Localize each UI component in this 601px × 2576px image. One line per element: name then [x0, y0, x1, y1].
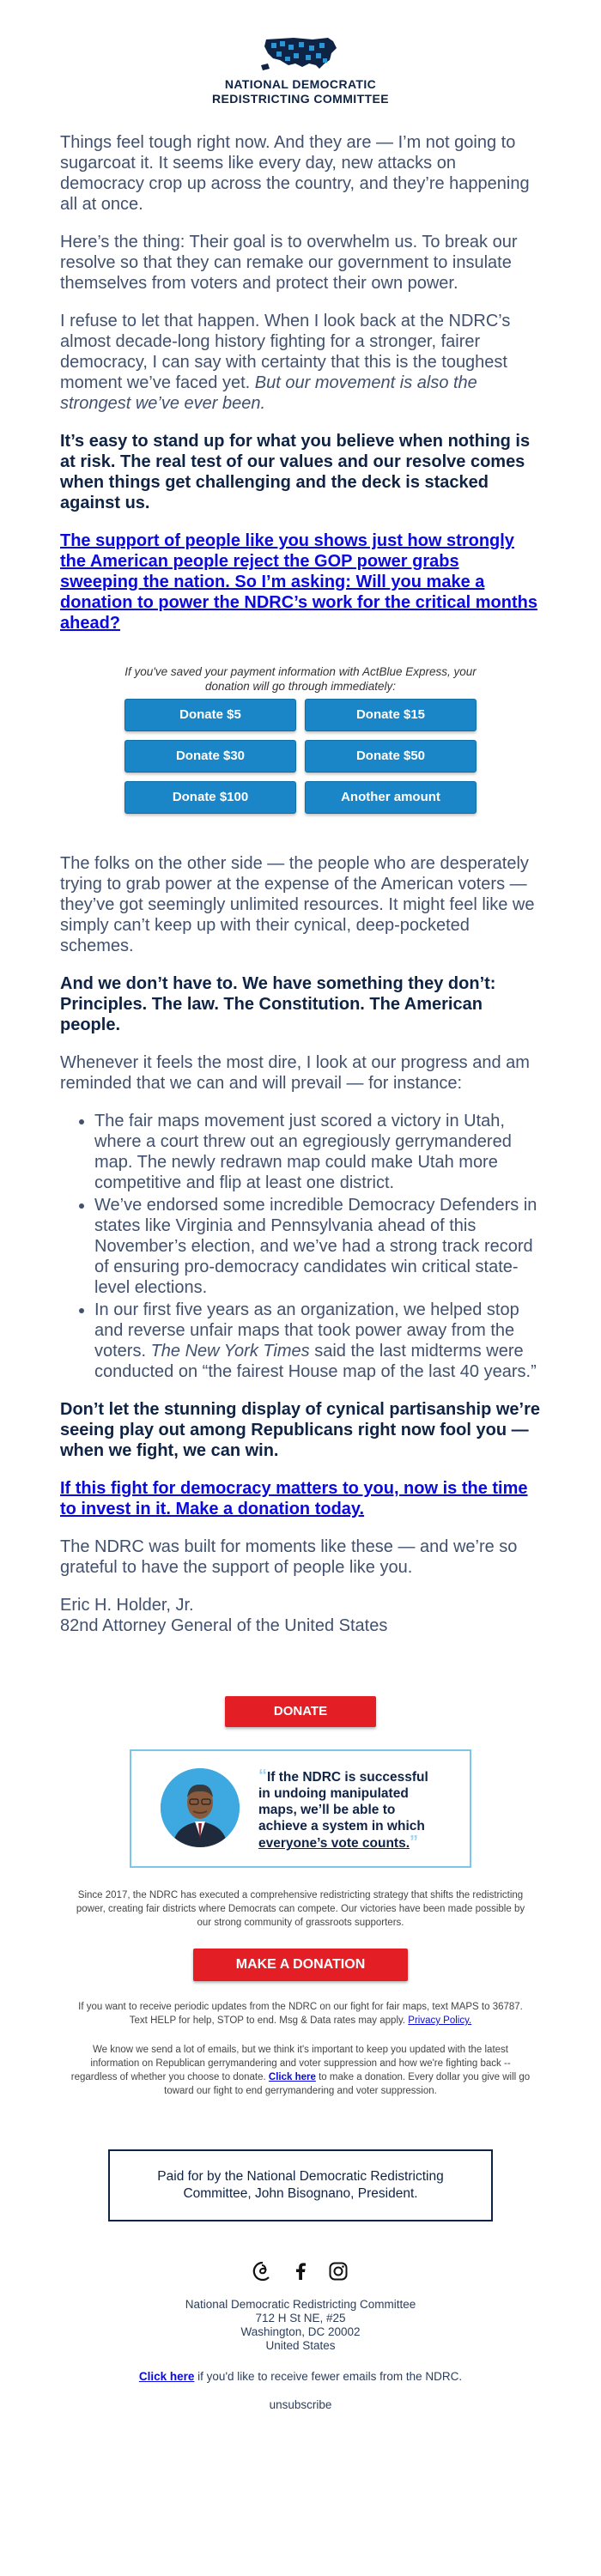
address-line: Washington, DC 20002 — [240, 2325, 361, 2338]
fewer-emails-note — [0, 2370, 601, 2383]
instagram-icon[interactable] — [328, 2261, 349, 2286]
actblue-donate-box — [0, 664, 601, 814]
paragraph-8: Whenever it feels the most dire, I look at our progress and am reminded that we can and will prevail — for instance: — [60, 1053, 530, 1093]
donate-30-button[interactable]: Donate $30 — [124, 740, 296, 773]
list-item: • We’ve endorsed some incredible Democracy Defenders in states like Virginia and Pennsylvania ahead of this November’s election, and we’ve had a strong track record of ensuring pro-democracy candidates win critical state-level elections. — [94, 1195, 541, 1298]
nyt-italic: The New York Times — [150, 1342, 310, 1361]
paid-for-wrap — [0, 2149, 601, 2221]
privacy-policy-link[interactable]: Privacy Policy. — [408, 2015, 472, 2026]
address-line: United States — [265, 2339, 336, 2352]
donate-cta-wrap — [0, 1696, 601, 1727]
since-2017-text: Since 2017, the NDRC has executed a comprehensive redistricting strategy that shifts the redistricting power, creating fair districts where Democrats can compete. Our victories have been made possible by our strong community of grassroots supporters. — [76, 1890, 525, 1928]
paid-for-box: Paid for by the National Democratic Redistricting Committee, John Bisognano, President. — [108, 2149, 493, 2221]
signature-name: Eric H. Holder, Jr. — [60, 1596, 194, 1615]
quote-underlined: everyone’s vote counts. — [258, 1836, 410, 1851]
make-a-donation-button[interactable]: MAKE A DONATION — [193, 1949, 408, 1981]
paragraph-2: Here’s the thing: Their goal is to overwhelm us. To break our resolve so that they can remake our government to insulate themselves from voters and protect their own power. — [60, 233, 518, 293]
address-line: National Democratic Redistricting Committee — [185, 2298, 416, 2311]
email-note-text-2: to make a donation. Every dollar you give will go toward our fight to end gerrymandering and voter suppression. — [164, 2072, 531, 2096]
mailing-address — [0, 2298, 601, 2353]
unsubscribe-link[interactable]: unsubscribe — [269, 2398, 332, 2411]
quote-text: If the NDRC is successful in undoing manipulated maps, we’ll be able to achieve a system in which — [258, 1770, 428, 1834]
list-item-text: In our first five years as an organization, we helped stop and reverse unfair maps that took power away from the voters. — [94, 1300, 519, 1361]
email-frequency-note — [69, 2043, 532, 2098]
paragraph-1: Things feel tough right now. And they are — I’m not going to sugarcoat it. It seems like every day, new attacks on democracy crop up across the country, and they’re happening all at once. — [60, 133, 530, 214]
threads-icon[interactable] — [252, 2261, 273, 2286]
facebook-icon[interactable] — [290, 2261, 311, 2286]
email-note-text: We know we send a lot of emails, but we think it's important to keep you updated with the latest information on Republican gerrymandering and voter suppression and how we're fighting back -- regardless of whether you choose to donate. — [70, 2045, 511, 2082]
email-body — [0, 132, 601, 633]
email-body-continued — [0, 853, 601, 1636]
click-here-donate-link[interactable]: Click here — [268, 2072, 316, 2082]
donate-15-button[interactable]: Donate $15 — [305, 699, 477, 731]
ndrc-logo-map-icon — [259, 34, 342, 72]
close-quote-icon: ” — [410, 1833, 419, 1852]
progress-list — [60, 1111, 541, 1382]
holder-quote — [258, 1768, 439, 1852]
donate-5-button[interactable]: Donate $5 — [124, 699, 296, 731]
fewer-emails-link[interactable]: Click here — [138, 2370, 195, 2383]
fewer-emails-text: if you'd like to receive fewer emails from the NDRC. — [194, 2370, 463, 2383]
sms-text: If you want to receive periodic updates from the NDRC on our fight for fair maps, text MAPS to 36787. Text HELP for help, STOP to end. Msg & Data rates may apply. — [78, 2002, 523, 2026]
paragraph-3 — [60, 311, 541, 414]
signature-title: 82nd Attorney General of the United States — [60, 1616, 388, 1635]
avatar — [161, 1768, 240, 1847]
list-item: • The fair maps movement just scored a victory in Utah, where a court threw out an egregiously gerrymandered map. The newly redrawn map could make Utah more competitive and flip at least one district. — [94, 1111, 541, 1193]
donate-button-grid — [0, 699, 601, 814]
org-name-line1: NATIONAL DEMOCRATIC — [224, 77, 377, 91]
donate-button[interactable]: DONATE — [225, 1696, 376, 1727]
list-item-text: said the last midterms were conducted on “the fairest House map of the last 40 years.” — [94, 1342, 537, 1381]
donation-ask-link[interactable]: The support of people like you shows just how strongly the American people reject the GOP power grabs sweeping the nation. So I’m asking: Will you make a donation to power the NDRC’s work for the critical months ahead? — [60, 531, 537, 633]
paragraph-11: The NDRC was built for moments like these — and we’re so grateful to have the support of people like you. — [60, 1537, 518, 1577]
org-name-line2: REDISTRICTING COMMITTEE — [212, 92, 389, 106]
list-item — [94, 1300, 541, 1382]
unsubscribe-wrap — [0, 2398, 601, 2411]
make-donation-wrap — [0, 1949, 601, 1981]
address-line: 712 H St NE, #25 — [255, 2312, 346, 2324]
signature — [60, 1595, 541, 1636]
quote-card — [130, 1749, 471, 1868]
header — [0, 0, 601, 106]
donate-today-link[interactable]: If this fight for democracy matters to you, now is the time to invest in it. Make a donation today. — [60, 1479, 528, 1518]
social-links — [0, 2261, 601, 2286]
paragraph-7: And we don’t have to. We have something they don’t: Principles. The law. The Constitution. The American people. — [60, 974, 496, 1034]
donate-50-button[interactable]: Donate $50 — [305, 740, 477, 773]
open-quote-icon: “ — [258, 1767, 267, 1785]
paragraph-4: It’s easy to stand up for what you believe when nothing is at risk. The real test of our values and our resolve comes when things get challenging and the deck is stacked against us. — [60, 432, 531, 512]
paragraph-3-italic: But our movement is also the strongest we’ve ever been. — [60, 373, 477, 413]
paragraph-5 — [60, 530, 541, 633]
donate-100-button[interactable]: Donate $100 — [124, 781, 296, 814]
sms-disclaimer — [69, 2000, 532, 2027]
another-amount-button[interactable]: Another amount — [305, 781, 477, 814]
paragraph-10 — [60, 1478, 541, 1519]
org-name — [0, 77, 601, 106]
paragraph-3-text: I refuse to let that happen. When I look back at the NDRC’s almost decade-long history fighting for a stronger, fairer democracy, I can say with certainty that this is the toughest moment we’ve faced yet. — [60, 312, 511, 392]
portrait-icon — [161, 1768, 240, 1847]
paragraph-6: The folks on the other side — the people who are desperately trying to grab power at the expense of the American voters — they’ve got seemingly unlimited resources. It might feel like we simply can’t keep up with their cynical, deep-pocketed schemes. — [60, 854, 535, 955]
paragraph-9: Don’t let the stunning display of cynical partisanship we’re seeing play out among Republicans right now fool you — when we fight, we can win. — [60, 1400, 540, 1460]
actblue-note: If you've saved your payment information with ActBlue Express, your donation will go through immediately: — [124, 665, 477, 693]
